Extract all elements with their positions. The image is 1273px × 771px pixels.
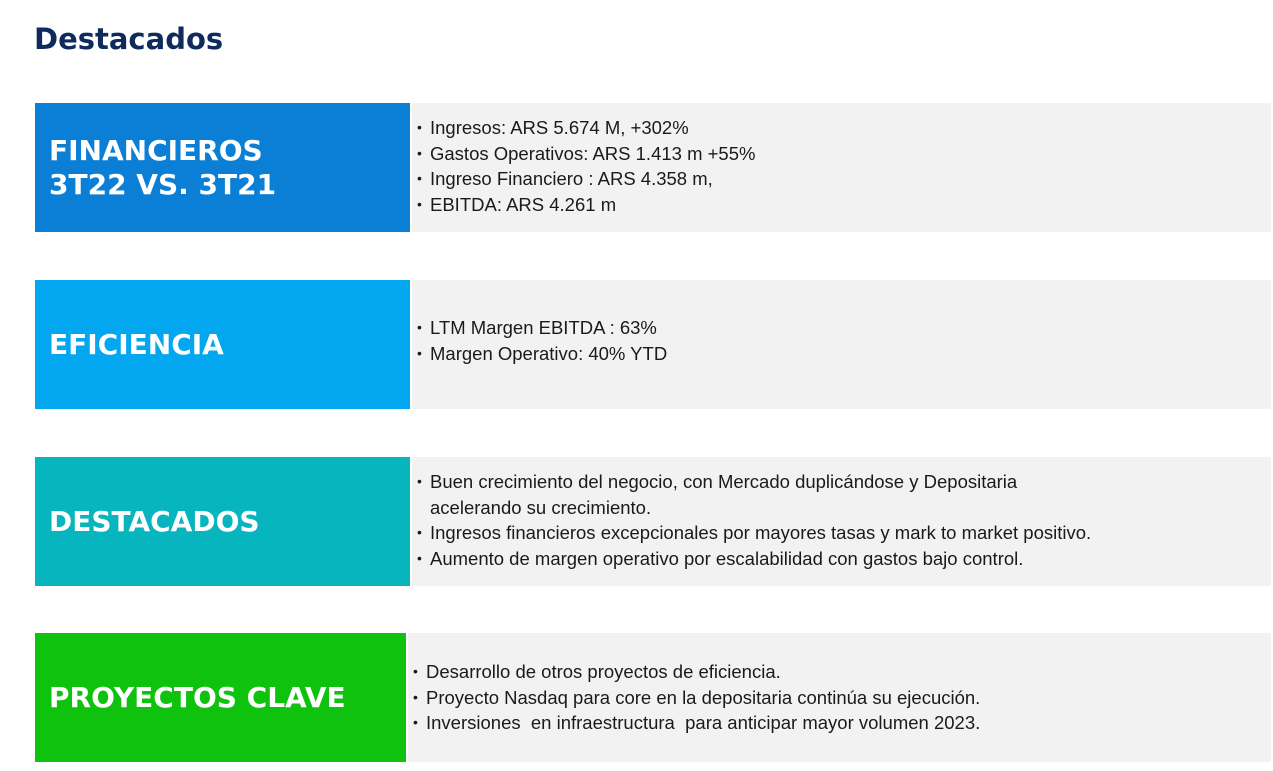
list-item	[415, 546, 1271, 572]
list-item	[415, 192, 1271, 218]
section-label-proyectos-clave	[35, 633, 406, 762]
list-item	[415, 341, 1271, 367]
section-body-proyectos-clave	[408, 633, 1271, 762]
bullet-icon: •	[417, 195, 422, 212]
section-destacados	[35, 457, 1271, 586]
section-label-line: PROYECTOS CLAVE	[49, 680, 346, 714]
list-item	[415, 315, 1271, 341]
list-item-text: Desarrollo de otros proyectos de eficiencia.	[426, 661, 781, 682]
list-item	[411, 710, 1271, 736]
list-item	[415, 520, 1271, 546]
section-label-line: DESTACADOS	[49, 504, 260, 538]
list-item-text-continued: acelerando su crecimiento.	[430, 496, 652, 518]
list-item-text: Proyecto Nasdaq para core en la depositaria continúa su ejecución.	[426, 686, 981, 708]
list-item-text: Ingresos: ARS 5.674 M, +302%	[430, 117, 689, 138]
list-item-text: Inversiones en infraestructura para anticipar mayor volumen 2023.	[426, 712, 981, 733]
list-item-text: Buen crecimiento del negocio, con Mercado duplicándose y Depositaria	[430, 471, 1018, 492]
section-label-line: FINANCIEROS	[49, 133, 263, 167]
bullet-icon: •	[417, 119, 422, 135]
bullet-icon: •	[413, 663, 418, 679]
list-item-text: LTM Margen EBITDA : 63%	[430, 317, 657, 338]
bullet-icon: •	[417, 524, 422, 540]
bullet-list	[415, 469, 1271, 571]
bullet-icon: •	[417, 473, 422, 489]
list-item-text: EBITDA: ARS 4.261 m	[430, 193, 617, 215]
bullet-icon: •	[417, 319, 422, 335]
list-item-text: Aumento de margen operativo por escalabilidad con gastos bajo control.	[430, 547, 1024, 569]
section-label-eficiencia	[35, 280, 410, 409]
bullet-list	[415, 115, 1271, 217]
section-financieros	[35, 103, 1271, 232]
list-item	[411, 659, 1271, 685]
section-body-eficiencia	[412, 280, 1271, 409]
list-item-text: Gastos Operativos: ARS 1.413 m +55%	[430, 142, 756, 164]
list-item	[415, 166, 1271, 192]
bullet-icon: •	[417, 144, 422, 161]
list-item-text: Ingresos financieros excepcionales por mayores tasas y mark to market positivo.	[430, 522, 1092, 543]
section-eficiencia	[35, 280, 1271, 409]
section-label-destacados	[35, 457, 410, 586]
section-label-line: EFICIENCIA	[49, 327, 224, 361]
section-label-financieros	[35, 103, 410, 232]
list-item	[415, 141, 1271, 167]
section-label-line: 3T22 VS. 3T21	[49, 167, 277, 201]
page-title: Destacados	[34, 22, 224, 56]
section-body-destacados	[412, 457, 1271, 586]
bullet-icon: •	[413, 714, 418, 730]
bullet-list	[411, 659, 1271, 736]
bullet-icon: •	[417, 549, 422, 566]
list-item	[415, 115, 1271, 141]
list-item-text: Ingreso Financiero : ARS 4.358 m,	[430, 168, 713, 189]
bullet-icon: •	[417, 170, 422, 186]
bullet-icon: •	[417, 344, 422, 361]
bullet-icon: •	[413, 688, 418, 705]
list-item	[411, 685, 1271, 711]
list-item	[415, 469, 1271, 520]
section-body-financieros	[412, 103, 1271, 232]
list-item-text: Margen Operativo: 40% YTD	[430, 342, 668, 364]
section-proyectos-clave	[35, 633, 1271, 762]
bullet-list	[415, 315, 1271, 366]
